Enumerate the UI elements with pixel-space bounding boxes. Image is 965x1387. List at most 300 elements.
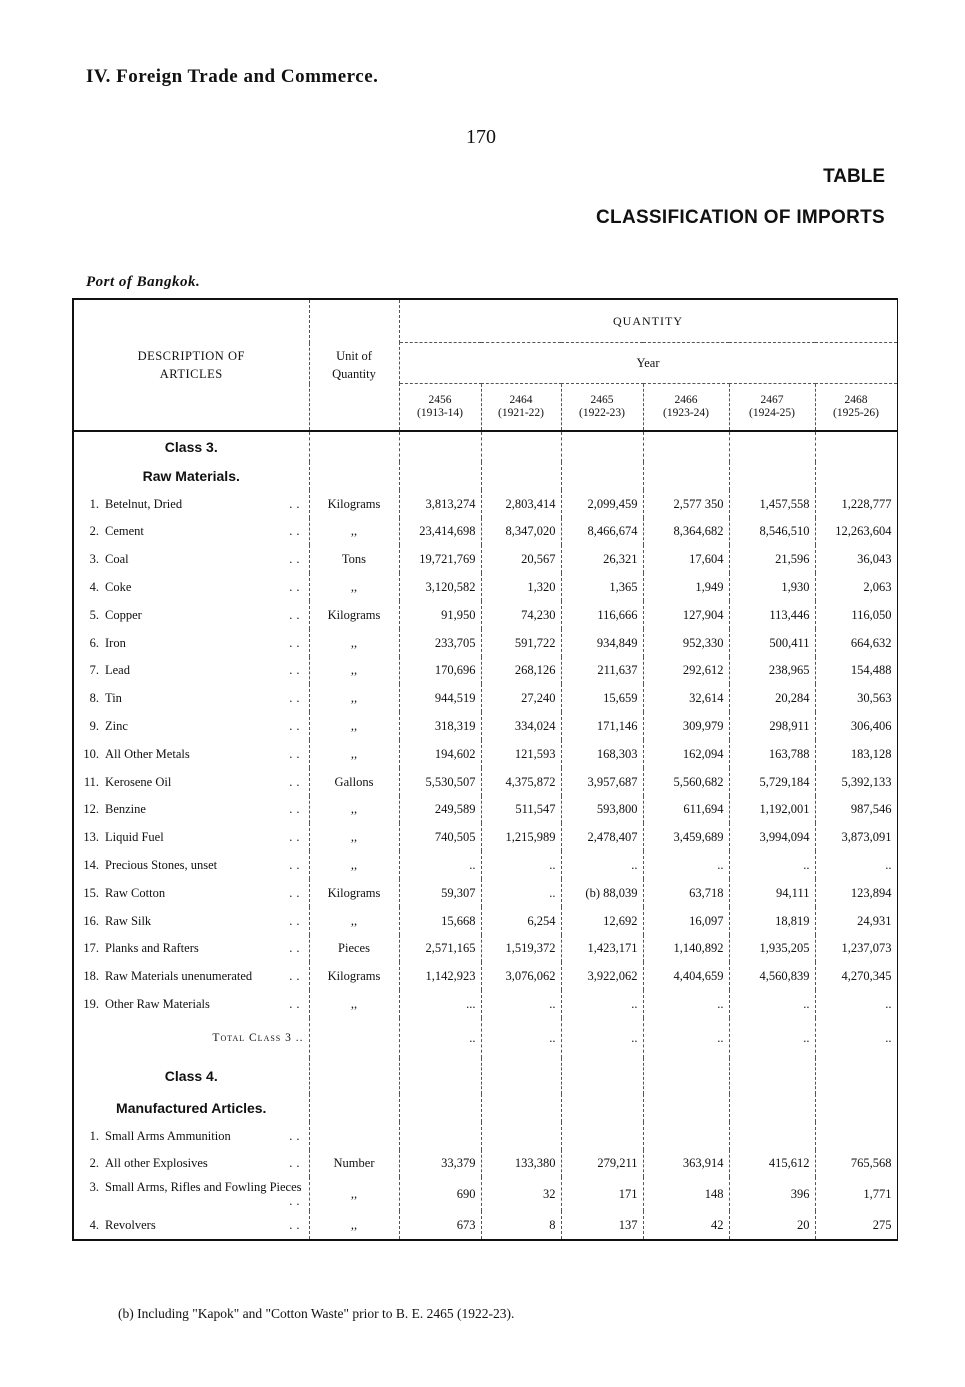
- article-name: Other Raw Materials: [105, 997, 210, 1012]
- unit-of-quantity: Kilograms: [309, 490, 399, 518]
- table-row: [73, 684, 897, 712]
- unit-of-quantity: ,,: [309, 684, 399, 712]
- unit-of-quantity: ,,: [309, 796, 399, 824]
- unit-of-quantity: Pieces: [309, 935, 399, 963]
- quantity-value: 3,459,689: [643, 823, 729, 851]
- leader-dots: ..: [289, 524, 304, 539]
- article-name: Kerosene Oil: [105, 774, 172, 789]
- quantity-value: 4,270,345: [815, 962, 897, 990]
- year-be: 2465: [590, 394, 614, 406]
- leader-dots: ..: [289, 858, 304, 873]
- article-description: [73, 1177, 309, 1211]
- quantity-value: 5,560,682: [643, 768, 729, 796]
- quantity-value: 415,612: [729, 1150, 815, 1178]
- quantity-value: 59,307: [399, 879, 481, 907]
- year-ce: (1921-22): [498, 407, 544, 419]
- table-body: [73, 431, 897, 1240]
- leader-dots: ..: [289, 691, 304, 706]
- class4-subtitle-label: Manufactured Articles.: [73, 1094, 309, 1122]
- unit-of-quantity: Gallons: [309, 768, 399, 796]
- article-name: Benzine: [105, 802, 146, 817]
- quantity-value: 8,347,020: [481, 518, 561, 546]
- row-number: 4.: [89, 1218, 99, 1233]
- class4-subtitle: [73, 1094, 897, 1122]
- quantity-value: 36,043: [815, 545, 897, 573]
- year-col-2: [481, 384, 561, 432]
- quantity-value: 133,380: [481, 1150, 561, 1178]
- quantity-value: 511,547: [481, 796, 561, 824]
- quantity-value: 15,668: [399, 907, 481, 935]
- empty-cell: [481, 462, 561, 490]
- quantity-value: 148: [643, 1177, 729, 1211]
- quantity-value: 238,965: [729, 657, 815, 685]
- row-number: 17.: [83, 941, 99, 956]
- quantity-value: 363,914: [643, 1150, 729, 1178]
- total-value: ..: [815, 1018, 897, 1058]
- quantity-value: 1,228,777: [815, 490, 897, 518]
- quantity-value: 154,488: [815, 657, 897, 685]
- empty-cell: [399, 431, 481, 462]
- leader-dots: ..: [289, 997, 304, 1012]
- quantity-value: 673: [399, 1211, 481, 1240]
- year-col-1: [399, 384, 481, 432]
- leader-dots: ..: [289, 913, 304, 928]
- quantity-value: 1,140,892: [643, 935, 729, 963]
- quantity-value: 127,904: [643, 601, 729, 629]
- row-number: 14.: [83, 858, 99, 873]
- quantity-value: 1,215,989: [481, 823, 561, 851]
- quantity-value: 611,694: [643, 796, 729, 824]
- quantity-value: [815, 1122, 897, 1150]
- leader-dots: ..: [289, 496, 304, 511]
- table-row: [73, 1211, 897, 1240]
- unit-of-quantity: [309, 1122, 399, 1150]
- article-name: Small Arms, Rifles and Fowling Pieces: [105, 1180, 302, 1195]
- article-description: [73, 601, 309, 629]
- empty-cell: [561, 1058, 643, 1094]
- year-ce: (1922-23): [579, 407, 625, 419]
- quantity-value: 123,894: [815, 879, 897, 907]
- quantity-value: ..: [481, 879, 561, 907]
- article-description: [73, 712, 309, 740]
- quantity-value: [643, 1122, 729, 1150]
- quantity-value: 19,721,769: [399, 545, 481, 573]
- quantity-value: 3,957,687: [561, 768, 643, 796]
- unit-of-quantity: Kilograms: [309, 879, 399, 907]
- empty-cell: [729, 462, 815, 490]
- unit-of-quantity: Number: [309, 1150, 399, 1178]
- article-name: Zinc: [105, 719, 128, 734]
- article-name: Betelnut, Dried: [105, 496, 183, 511]
- quantity-value: 593,800: [561, 796, 643, 824]
- empty-cell: [561, 1094, 643, 1122]
- leader-dots: ..: [289, 719, 304, 734]
- empty-cell: [481, 431, 561, 462]
- quantity-value: 12,692: [561, 907, 643, 935]
- section-title: IV. Foreign Trade and Commerce.: [86, 66, 379, 87]
- table-row: [73, 879, 897, 907]
- year-ce: (1924-25): [749, 407, 795, 419]
- table-row: [73, 1122, 897, 1150]
- table-row: [73, 907, 897, 935]
- quantity-value: 279,211: [561, 1150, 643, 1178]
- quantity-value: 4,404,659: [643, 962, 729, 990]
- quantity-value: 334,024: [481, 712, 561, 740]
- row-number: 18.: [83, 969, 99, 984]
- year-col-3: [561, 384, 643, 432]
- year-be: 2464: [509, 394, 533, 406]
- table-row: [73, 490, 897, 518]
- empty-cell: [561, 462, 643, 490]
- imports-table: [72, 298, 898, 1241]
- quantity-value: 740,505: [399, 823, 481, 851]
- quantity-value: 113,446: [729, 601, 815, 629]
- article-description: [73, 768, 309, 796]
- quantity-value: 5,530,507: [399, 768, 481, 796]
- year-ce: (1913-14): [417, 407, 463, 419]
- total-unit: [309, 1018, 399, 1058]
- article-name: All other Explosives: [105, 1156, 208, 1171]
- quantity-value: 4,560,839: [729, 962, 815, 990]
- quantity-value: 396: [729, 1177, 815, 1211]
- quantity-value: 591,722: [481, 629, 561, 657]
- row-number: 8.: [89, 691, 99, 706]
- empty-cell: [481, 1094, 561, 1122]
- leader-dots: ..: [289, 885, 304, 900]
- row-number: 10.: [83, 746, 99, 761]
- quantity-value: 1,423,171: [561, 935, 643, 963]
- table-row: [73, 573, 897, 601]
- unit-of-quantity: ,,: [309, 1177, 399, 1211]
- unit-of-quantity: ,,: [309, 518, 399, 546]
- quantity-value: 33,379: [399, 1150, 481, 1178]
- leader-dots: ..: [291, 1031, 304, 1044]
- quantity-value: 17,604: [643, 545, 729, 573]
- article-description: [73, 990, 309, 1018]
- article-description: [73, 1122, 309, 1150]
- row-number: 7.: [89, 663, 99, 678]
- unit-of-quantity: ,,: [309, 823, 399, 851]
- port-label: Port of Bangkok.: [86, 274, 201, 290]
- quantity-value: 170,696: [399, 657, 481, 685]
- quantity-value: 3,873,091: [815, 823, 897, 851]
- unit-of-quantity: ,,: [309, 990, 399, 1018]
- quantity-value: 1,930: [729, 573, 815, 601]
- year-be: 2466: [674, 394, 698, 406]
- table-row: [73, 629, 897, 657]
- total-label-text: Total Class 3: [212, 1031, 292, 1044]
- class3-title: [73, 431, 897, 462]
- leader-dots: ..: [289, 552, 304, 567]
- quantity-header: QUANTITY: [399, 299, 897, 343]
- article-description: [73, 545, 309, 573]
- table-row: [73, 823, 897, 851]
- empty-cell: [815, 1094, 897, 1122]
- quantity-value: 2,478,407: [561, 823, 643, 851]
- quantity-value: 32,614: [643, 684, 729, 712]
- class4-title: [73, 1058, 897, 1094]
- row-number: 3.: [89, 552, 99, 567]
- quantity-value: 20,284: [729, 684, 815, 712]
- article-name: Raw Cotton: [105, 885, 166, 900]
- quantity-value: [399, 1122, 481, 1150]
- quantity-value: ..: [729, 990, 815, 1018]
- quantity-value: 952,330: [643, 629, 729, 657]
- quantity-value: 298,911: [729, 712, 815, 740]
- quantity-value: 116,666: [561, 601, 643, 629]
- empty-cell: [399, 1094, 481, 1122]
- quantity-value: 121,593: [481, 740, 561, 768]
- empty-cell: [815, 1058, 897, 1094]
- year-header: Year: [399, 343, 897, 384]
- quantity-value: 116,050: [815, 601, 897, 629]
- year-be: 2456: [428, 394, 452, 406]
- quantity-value: 20: [729, 1211, 815, 1240]
- quantity-value: 21,596: [729, 545, 815, 573]
- quantity-value: 8,466,674: [561, 518, 643, 546]
- leader-dots: ..: [289, 941, 304, 956]
- quantity-value: 944,519: [399, 684, 481, 712]
- empty-cell: [643, 1058, 729, 1094]
- quantity-value: 275: [815, 1211, 897, 1240]
- table-row: [73, 962, 897, 990]
- article-name: Raw Materials unenumerated: [105, 969, 253, 984]
- article-description: [73, 962, 309, 990]
- quantity-value: 1,192,001: [729, 796, 815, 824]
- total-value: ..: [561, 1018, 643, 1058]
- quantity-value: 4,375,872: [481, 768, 561, 796]
- article-description: [73, 823, 309, 851]
- quantity-value: 183,128: [815, 740, 897, 768]
- total-label: [73, 1018, 309, 1058]
- table-row: [73, 935, 897, 963]
- table-row: [73, 740, 897, 768]
- quantity-value: ..: [561, 851, 643, 879]
- quantity-value: 74,230: [481, 601, 561, 629]
- description-header: [73, 299, 309, 431]
- article-description: [73, 518, 309, 546]
- row-number: 2.: [89, 524, 99, 539]
- table-row: [73, 990, 897, 1018]
- quantity-value: ...: [399, 990, 481, 1018]
- article-name: Planks and Rafters: [105, 941, 199, 956]
- leader-dots: ..: [289, 1128, 304, 1143]
- year-ce: (1925-26): [833, 407, 879, 419]
- quantity-value: 27,240: [481, 684, 561, 712]
- quantity-value: 1,949: [643, 573, 729, 601]
- table-row: [73, 1150, 897, 1178]
- empty-cell: [399, 462, 481, 490]
- quantity-value: 8: [481, 1211, 561, 1240]
- article-description: [73, 1211, 309, 1240]
- quantity-value: ..: [643, 990, 729, 1018]
- empty-cell: [399, 1058, 481, 1094]
- article-description: [73, 1150, 309, 1178]
- quantity-value: 690: [399, 1177, 481, 1211]
- page-number: 170: [466, 126, 496, 148]
- unit-of-quantity: ,,: [309, 851, 399, 879]
- article-description: [73, 740, 309, 768]
- table-row: [73, 518, 897, 546]
- table-row: [73, 1177, 897, 1211]
- total-value: ..: [399, 1018, 481, 1058]
- article-name: Revolvers: [105, 1218, 156, 1233]
- quantity-value: 233,705: [399, 629, 481, 657]
- unit-of-quantity: ,,: [309, 907, 399, 935]
- quantity-value: 32: [481, 1177, 561, 1211]
- quantity-value: 94,111: [729, 879, 815, 907]
- empty-cell: [729, 1094, 815, 1122]
- quantity-value: 2,099,459: [561, 490, 643, 518]
- table-row: [73, 851, 897, 879]
- quantity-value: 168,303: [561, 740, 643, 768]
- quantity-value: 500,411: [729, 629, 815, 657]
- empty-cell: [309, 1094, 399, 1122]
- year-ce: (1923-24): [663, 407, 709, 419]
- quantity-value: 306,406: [815, 712, 897, 740]
- article-name: Iron: [105, 635, 126, 650]
- article-name: Liquid Fuel: [105, 830, 164, 845]
- table-row: [73, 768, 897, 796]
- year-be: 2467: [760, 394, 784, 406]
- empty-cell: [309, 1058, 399, 1094]
- article-description: [73, 657, 309, 685]
- quantity-value: 8,364,682: [643, 518, 729, 546]
- year-col-5: [729, 384, 815, 432]
- empty-cell: [815, 431, 897, 462]
- row-number: 15.: [83, 885, 99, 900]
- class3-title-label: Class 3.: [73, 431, 309, 462]
- class3-subtitle-label: Raw Materials.: [73, 462, 309, 490]
- leader-dots: ..: [289, 1156, 304, 1171]
- table-row: [73, 601, 897, 629]
- leader-dots: ..: [289, 607, 304, 622]
- article-description: [73, 796, 309, 824]
- quantity-value: 268,126: [481, 657, 561, 685]
- row-number: 3.: [89, 1180, 99, 1195]
- quantity-value: 1,320: [481, 573, 561, 601]
- quantity-value: 318,319: [399, 712, 481, 740]
- quantity-value: 18,819: [729, 907, 815, 935]
- quantity-value: 5,729,184: [729, 768, 815, 796]
- article-name: Coal: [105, 552, 129, 567]
- empty-cell: [643, 462, 729, 490]
- leader-dots: ..: [289, 774, 304, 789]
- quantity-value: [561, 1122, 643, 1150]
- article-name: Cement: [105, 524, 144, 539]
- class4-title-label: Class 4.: [73, 1058, 309, 1094]
- empty-cell: [729, 431, 815, 462]
- leader-dots: ..: [289, 830, 304, 845]
- article-description: [73, 851, 309, 879]
- row-number: 4.: [89, 580, 99, 595]
- quantity-value: ..: [481, 851, 561, 879]
- quantity-value: 1,519,372: [481, 935, 561, 963]
- table-row: [73, 796, 897, 824]
- article-name: Precious Stones, unset: [105, 858, 218, 873]
- empty-cell: [561, 431, 643, 462]
- unit-of-quantity: ,,: [309, 573, 399, 601]
- row-number: 1.: [89, 1128, 99, 1143]
- quantity-value: 24,931: [815, 907, 897, 935]
- quantity-value: 765,568: [815, 1150, 897, 1178]
- quantity-value: 1,237,073: [815, 935, 897, 963]
- quantity-value: 26,321: [561, 545, 643, 573]
- quantity-value: 292,612: [643, 657, 729, 685]
- quantity-value: 42: [643, 1211, 729, 1240]
- quantity-value: 249,589: [399, 796, 481, 824]
- row-number: 1.: [89, 496, 99, 511]
- quantity-value: 664,632: [815, 629, 897, 657]
- quantity-value: 171: [561, 1177, 643, 1211]
- leader-dots: ..: [289, 1218, 304, 1233]
- quantity-value: 3,922,062: [561, 962, 643, 990]
- quantity-value: 30,563: [815, 684, 897, 712]
- quantity-value: 1,457,558: [729, 490, 815, 518]
- unit-header-label: Unit of Quantity: [332, 349, 376, 381]
- empty-cell: [643, 431, 729, 462]
- empty-cell: [729, 1058, 815, 1094]
- article-description: [73, 684, 309, 712]
- quantity-value: 987,546: [815, 796, 897, 824]
- quantity-value: 163,788: [729, 740, 815, 768]
- quantity-value: 12,263,604: [815, 518, 897, 546]
- leader-dots: ..: [289, 969, 304, 984]
- quantity-value: (b) 88,039: [561, 879, 643, 907]
- year-be: 2468: [844, 394, 868, 406]
- quantity-value: 23,414,698: [399, 518, 481, 546]
- table-row: [73, 657, 897, 685]
- empty-cell: [815, 462, 897, 490]
- quantity-value: 1,771: [815, 1177, 897, 1211]
- quantity-value: ..: [815, 851, 897, 879]
- quantity-value: 2,571,165: [399, 935, 481, 963]
- leader-dots: ..: [289, 1194, 304, 1209]
- year-col-4: [643, 384, 729, 432]
- quantity-value: 194,602: [399, 740, 481, 768]
- quantity-value: 309,979: [643, 712, 729, 740]
- row-number: 5.: [89, 607, 99, 622]
- article-name: Raw Silk: [105, 913, 152, 928]
- article-name: Copper: [105, 607, 142, 622]
- quantity-value: 2,577 350: [643, 490, 729, 518]
- unit-of-quantity: ,,: [309, 657, 399, 685]
- total-value: ..: [729, 1018, 815, 1058]
- quantity-value: ..: [561, 990, 643, 1018]
- quantity-value: 3,813,274: [399, 490, 481, 518]
- description-header-label: DESCRIPTION OF ARTICLES: [137, 349, 245, 381]
- quantity-value: 3,120,582: [399, 573, 481, 601]
- unit-of-quantity: ,,: [309, 629, 399, 657]
- quantity-value: 6,254: [481, 907, 561, 935]
- quantity-value: 137: [561, 1211, 643, 1240]
- quantity-value: ..: [815, 990, 897, 1018]
- quantity-value: ..: [643, 851, 729, 879]
- leader-dots: ..: [289, 635, 304, 650]
- quantity-value: 8,546,510: [729, 518, 815, 546]
- quantity-value: 162,094: [643, 740, 729, 768]
- article-name: All Other Metals: [105, 746, 190, 761]
- leader-dots: ..: [289, 802, 304, 817]
- quantity-value: 171,146: [561, 712, 643, 740]
- quantity-value: 20,567: [481, 545, 561, 573]
- unit-of-quantity: Kilograms: [309, 962, 399, 990]
- quantity-value: ..: [481, 990, 561, 1018]
- unit-header: [309, 299, 399, 431]
- unit-of-quantity: ,,: [309, 712, 399, 740]
- article-name: Lead: [105, 663, 130, 678]
- quantity-value: 3,994,094: [729, 823, 815, 851]
